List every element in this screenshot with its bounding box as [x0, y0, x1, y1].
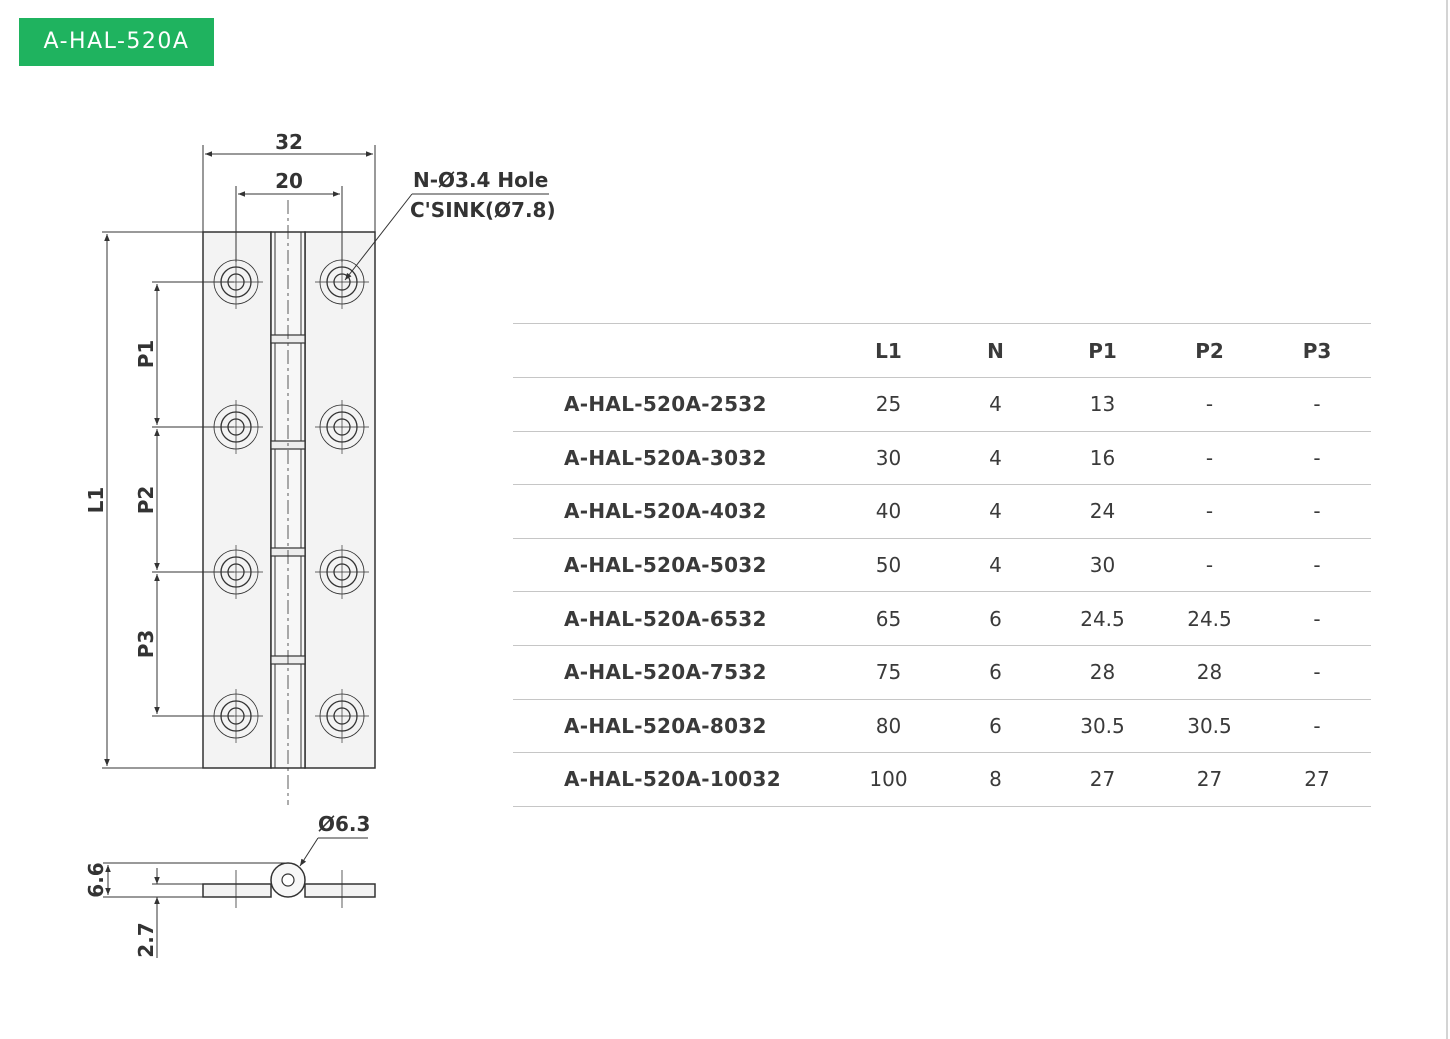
- table-cell: 27: [1156, 753, 1263, 807]
- p3-label: P3: [134, 629, 158, 659]
- table-cell: -: [1263, 645, 1371, 699]
- column-header: [513, 324, 835, 378]
- table-cell: 28: [1156, 645, 1263, 699]
- table-row: [513, 592, 1371, 646]
- table-row: [513, 485, 1371, 539]
- dimension-32-label: 32: [275, 130, 303, 154]
- column-header: L1: [835, 324, 942, 378]
- p2-label: P2: [134, 485, 158, 515]
- table-cell: 80: [835, 699, 942, 753]
- product-title-badge: A-HAL-520A: [19, 18, 214, 66]
- table-cell: 25: [835, 378, 942, 432]
- hinge-technical-drawing: [0, 0, 600, 1000]
- hinge-side-view: [203, 863, 375, 897]
- table-cell: -: [1263, 699, 1371, 753]
- table-row: [513, 378, 1371, 432]
- table-cell: 4: [942, 431, 1049, 485]
- dimension-thickness: [103, 863, 288, 958]
- column-header: P1: [1049, 324, 1156, 378]
- table-row: [513, 645, 1371, 699]
- table-cell: 30: [1049, 538, 1156, 592]
- specification-table: [513, 323, 1371, 807]
- table-cell: -: [1156, 378, 1263, 432]
- hole-callout-line1: N-Ø3.4 Hole: [413, 168, 549, 192]
- table-cell: 30.5: [1156, 699, 1263, 753]
- table-cell: -: [1263, 431, 1371, 485]
- table-cell: 8: [942, 753, 1049, 807]
- model-number-cell: A-HAL-520A-8032: [513, 699, 835, 753]
- model-number-cell: A-HAL-520A-3032: [513, 431, 835, 485]
- table-cell: 4: [942, 378, 1049, 432]
- table-row: [513, 538, 1371, 592]
- table-cell: -: [1263, 538, 1371, 592]
- table-cell: 16: [1049, 431, 1156, 485]
- model-number-cell: A-HAL-520A-6532: [513, 592, 835, 646]
- model-number-cell: A-HAL-520A-5032: [513, 538, 835, 592]
- table-cell: 13: [1049, 378, 1156, 432]
- table-cell: 30.5: [1049, 699, 1156, 753]
- table-cell: -: [1263, 592, 1371, 646]
- table-cell: 75: [835, 645, 942, 699]
- table-body: [513, 378, 1371, 807]
- model-number-cell: A-HAL-520A-10032: [513, 753, 835, 807]
- table-cell: 50: [835, 538, 942, 592]
- table-cell: 24.5: [1049, 592, 1156, 646]
- l1-label: L1: [84, 486, 108, 514]
- height-6-6-label: 6.6: [84, 862, 108, 898]
- table-cell: -: [1263, 485, 1371, 539]
- column-header: N: [942, 324, 1049, 378]
- hinge-left-leaf: [203, 232, 271, 768]
- model-number-cell: A-HAL-520A-7532: [513, 645, 835, 699]
- table-cell: 4: [942, 485, 1049, 539]
- table-cell: 40: [835, 485, 942, 539]
- table-cell: -: [1156, 538, 1263, 592]
- table-cell: 6: [942, 592, 1049, 646]
- pin-diameter-label: Ø6.3: [318, 812, 371, 836]
- table-cell: 100: [835, 753, 942, 807]
- table-cell: -: [1156, 431, 1263, 485]
- page-edge-rule: [1446, 0, 1448, 1039]
- dimension-20-label: 20: [275, 169, 303, 193]
- hinge-front-view: [203, 232, 375, 768]
- table-cell: 24.5: [1156, 592, 1263, 646]
- table-cell: 6: [942, 645, 1049, 699]
- model-number-cell: A-HAL-520A-4032: [513, 485, 835, 539]
- column-header: P2: [1156, 324, 1263, 378]
- table-row: [513, 699, 1371, 753]
- table-cell: 24: [1049, 485, 1156, 539]
- table-cell: -: [1156, 485, 1263, 539]
- p1-label: P1: [134, 339, 158, 369]
- pin-diameter-leader: [300, 838, 368, 866]
- model-number-cell: A-HAL-520A-2532: [513, 378, 835, 432]
- table-cell: -: [1263, 378, 1371, 432]
- table-header-row: [513, 324, 1371, 378]
- column-header: P3: [1263, 324, 1371, 378]
- table-cell: 27: [1049, 753, 1156, 807]
- hinge-right-leaf: [305, 232, 375, 768]
- table-cell: 65: [835, 592, 942, 646]
- table-row: [513, 431, 1371, 485]
- hole-callout-line2: C'SINK(Ø7.8): [410, 198, 556, 222]
- table-cell: 6: [942, 699, 1049, 753]
- table-row: [513, 753, 1371, 807]
- table-cell: 4: [942, 538, 1049, 592]
- thickness-2-7-label: 2.7: [134, 922, 158, 958]
- table-cell: 28: [1049, 645, 1156, 699]
- table-cell: 30: [835, 431, 942, 485]
- table-cell: 27: [1263, 753, 1371, 807]
